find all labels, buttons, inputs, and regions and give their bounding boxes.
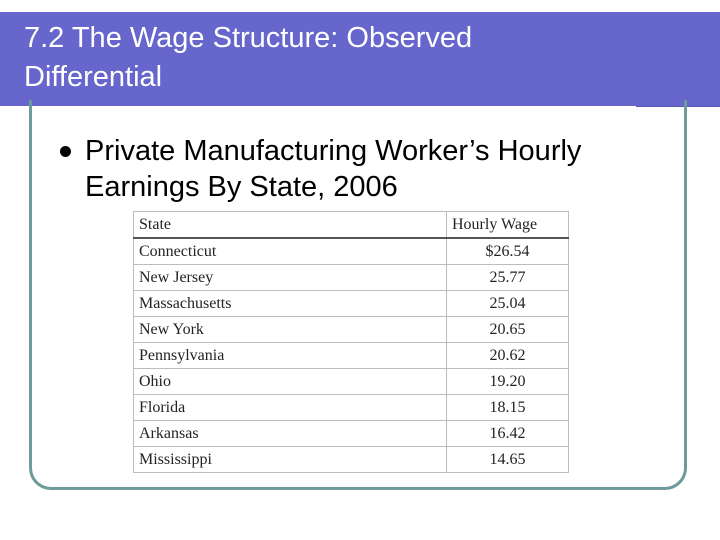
table-header-row: [134, 212, 569, 239]
slide-title-line-2: Differential: [24, 61, 163, 93]
state-cell: Florida: [134, 395, 447, 421]
state-cell: Connecticut: [134, 238, 447, 265]
header-hourly-wage: Hourly Wage: [447, 212, 569, 239]
bullet-text: [85, 133, 675, 205]
wage-cell: 25.77: [447, 265, 569, 291]
bullet-dot-icon: [60, 146, 71, 157]
wage-cell: 18.15: [447, 395, 569, 421]
wage-cell: 19.20: [447, 369, 569, 395]
slide-title: [24, 19, 644, 97]
state-cell: Massachusetts: [134, 291, 447, 317]
wage-cell: 25.04: [447, 291, 569, 317]
wage-table: [133, 211, 569, 473]
state-cell: Ohio: [134, 369, 447, 395]
bullet-text-line-2: Earnings By State, 2006: [85, 171, 398, 203]
table-row: [134, 317, 569, 343]
table-row: [134, 421, 569, 447]
state-cell: Mississippi: [134, 447, 447, 473]
table-row: [134, 265, 569, 291]
state-cell: New Jersey: [134, 265, 447, 291]
table-row: [134, 447, 569, 473]
state-cell: New York: [134, 317, 447, 343]
header-state: State: [134, 212, 447, 239]
slide-title-line-1: 7.2 The Wage Structure: Observed: [24, 22, 473, 54]
table-row: [134, 291, 569, 317]
wage-cell: 20.62: [447, 343, 569, 369]
table-row: [134, 343, 569, 369]
bullet-text-line-1: Private Manufacturing Worker’s Hourly: [85, 135, 582, 167]
state-cell: Arkansas: [134, 421, 447, 447]
wage-cell: 14.65: [447, 447, 569, 473]
table-row: [134, 369, 569, 395]
wage-cell: 16.42: [447, 421, 569, 447]
table-row: [134, 395, 569, 421]
wage-cell: 20.65: [447, 317, 569, 343]
table-row: [134, 238, 569, 265]
state-cell: Pennsylvania: [134, 343, 447, 369]
wage-cell: $26.54: [447, 238, 569, 265]
